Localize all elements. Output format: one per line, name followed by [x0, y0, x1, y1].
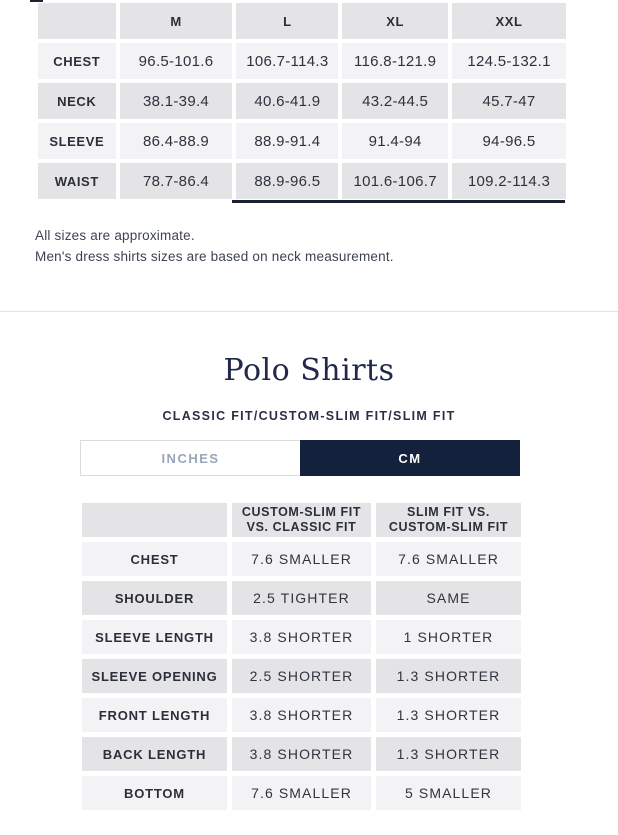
cell-sleeve-length-custom-slim: 3.8 SHORTER [232, 620, 371, 654]
row-label-neck: NECK [38, 83, 116, 119]
size-table-notes [35, 229, 394, 270]
table-row [38, 163, 566, 199]
fit-table-header-row [82, 503, 521, 537]
cell-waist-xxl: 109.2-114.3 [452, 163, 566, 199]
row-label-bottom: BOTTOM [82, 776, 227, 810]
polo-shirts-subtitle: CLASSIC FIT/CUSTOM-SLIM FIT/SLIM FIT [162, 409, 456, 423]
unit-toggle-cm-button[interactable]: CM [300, 440, 520, 476]
cell-sleeve-length-slim: 1 SHORTER [376, 620, 521, 654]
cell-sleeve-xxl: 94-96.5 [452, 123, 566, 159]
cell-sleeve-l: 88.9-91.4 [236, 123, 338, 159]
header-line: VS. CLASSIC FIT [246, 520, 357, 534]
row-label-waist: WAIST [38, 163, 116, 199]
cell-back-length-slim: 1.3 SHORTER [376, 737, 521, 771]
table-row [82, 581, 521, 615]
cell-front-length-custom-slim: 3.8 SHORTER [232, 698, 371, 732]
cell-neck-l: 40.6-41.9 [236, 83, 338, 119]
header-line: CUSTOM-SLIM FIT [388, 520, 509, 534]
column-header-custom-slim-vs-classic [232, 503, 371, 537]
note-neck-measurement: Men's dress shirts sizes are based on neck measurement. [35, 248, 394, 264]
horizontal-scrollbar-thumb[interactable] [232, 200, 565, 203]
table-row [38, 43, 566, 79]
cell-front-length-slim: 1.3 SHORTER [376, 698, 521, 732]
size-column-header-l: L [236, 3, 338, 39]
cell-waist-m: 78.7-86.4 [120, 163, 233, 199]
section-divider [0, 311, 618, 312]
row-label-sleeve-opening: SLEEVE OPENING [82, 659, 227, 693]
cell-neck-m: 38.1-39.4 [120, 83, 233, 119]
cell-chest-m: 96.5-101.6 [120, 43, 233, 79]
cell-back-length-custom-slim: 3.8 SHORTER [232, 737, 371, 771]
cell-waist-l: 88.9-96.5 [236, 163, 338, 199]
size-column-header-xl: XL [342, 3, 448, 39]
table-row [82, 620, 521, 654]
cell-neck-xxl: 45.7-47 [452, 83, 566, 119]
column-header-slim-vs-custom-slim [376, 503, 521, 537]
row-label-shoulder: SHOULDER [82, 581, 227, 615]
row-label-back-length: BACK LENGTH [82, 737, 227, 771]
cell-shoulder-custom-slim: 2.5 TIGHTER [232, 581, 371, 615]
unit-toggle [80, 440, 520, 476]
fit-table-corner-cell [82, 503, 227, 537]
table-row [38, 123, 566, 159]
header-line: SLIM FIT VS. [407, 505, 490, 519]
size-table-header-row [38, 3, 566, 39]
cell-neck-xl: 43.2-44.5 [342, 83, 448, 119]
cell-sleeve-opening-slim: 1.3 SHORTER [376, 659, 521, 693]
row-label-chest: CHEST [82, 542, 227, 576]
header-line: CUSTOM-SLIM FIT [241, 505, 362, 519]
dress-shirts-size-table [34, 0, 570, 203]
cell-sleeve-opening-custom-slim: 2.5 SHORTER [232, 659, 371, 693]
unit-toggle-inches-button[interactable]: INCHES [80, 440, 300, 476]
table-row [82, 659, 521, 693]
cell-waist-xl: 101.6-106.7 [342, 163, 448, 199]
table-row [82, 737, 521, 771]
table-row [38, 83, 566, 119]
polo-fit-comparison-table [77, 498, 526, 815]
row-label-sleeve-length: SLEEVE LENGTH [82, 620, 227, 654]
size-column-header-xxl: XXL [452, 3, 566, 39]
table-row [82, 542, 521, 576]
cell-bottom-custom-slim: 7.6 SMALLER [232, 776, 371, 810]
cell-sleeve-xl: 91.4-94 [342, 123, 448, 159]
cell-chest-l: 106.7-114.3 [236, 43, 338, 79]
cell-chest-custom-slim: 7.6 SMALLER [232, 542, 371, 576]
row-label-sleeve: SLEEVE [38, 123, 116, 159]
cell-chest-xxl: 124.5-132.1 [452, 43, 566, 79]
cell-sleeve-m: 86.4-88.9 [120, 123, 233, 159]
size-table-corner-cell [38, 3, 116, 39]
cell-chest-xl: 116.8-121.9 [342, 43, 448, 79]
size-column-header-m: M [120, 3, 233, 39]
row-label-front-length: FRONT LENGTH [82, 698, 227, 732]
row-label-chest: CHEST [38, 43, 116, 79]
table-row [82, 776, 521, 810]
cell-shoulder-slim: SAME [376, 581, 521, 615]
cell-chest-slim: 7.6 SMALLER [376, 542, 521, 576]
polo-shirts-title: Polo Shirts [223, 353, 395, 388]
cell-bottom-slim: 5 SMALLER [376, 776, 521, 810]
note-sizes-approximate: All sizes are approximate. [35, 228, 195, 243]
table-row [82, 698, 521, 732]
